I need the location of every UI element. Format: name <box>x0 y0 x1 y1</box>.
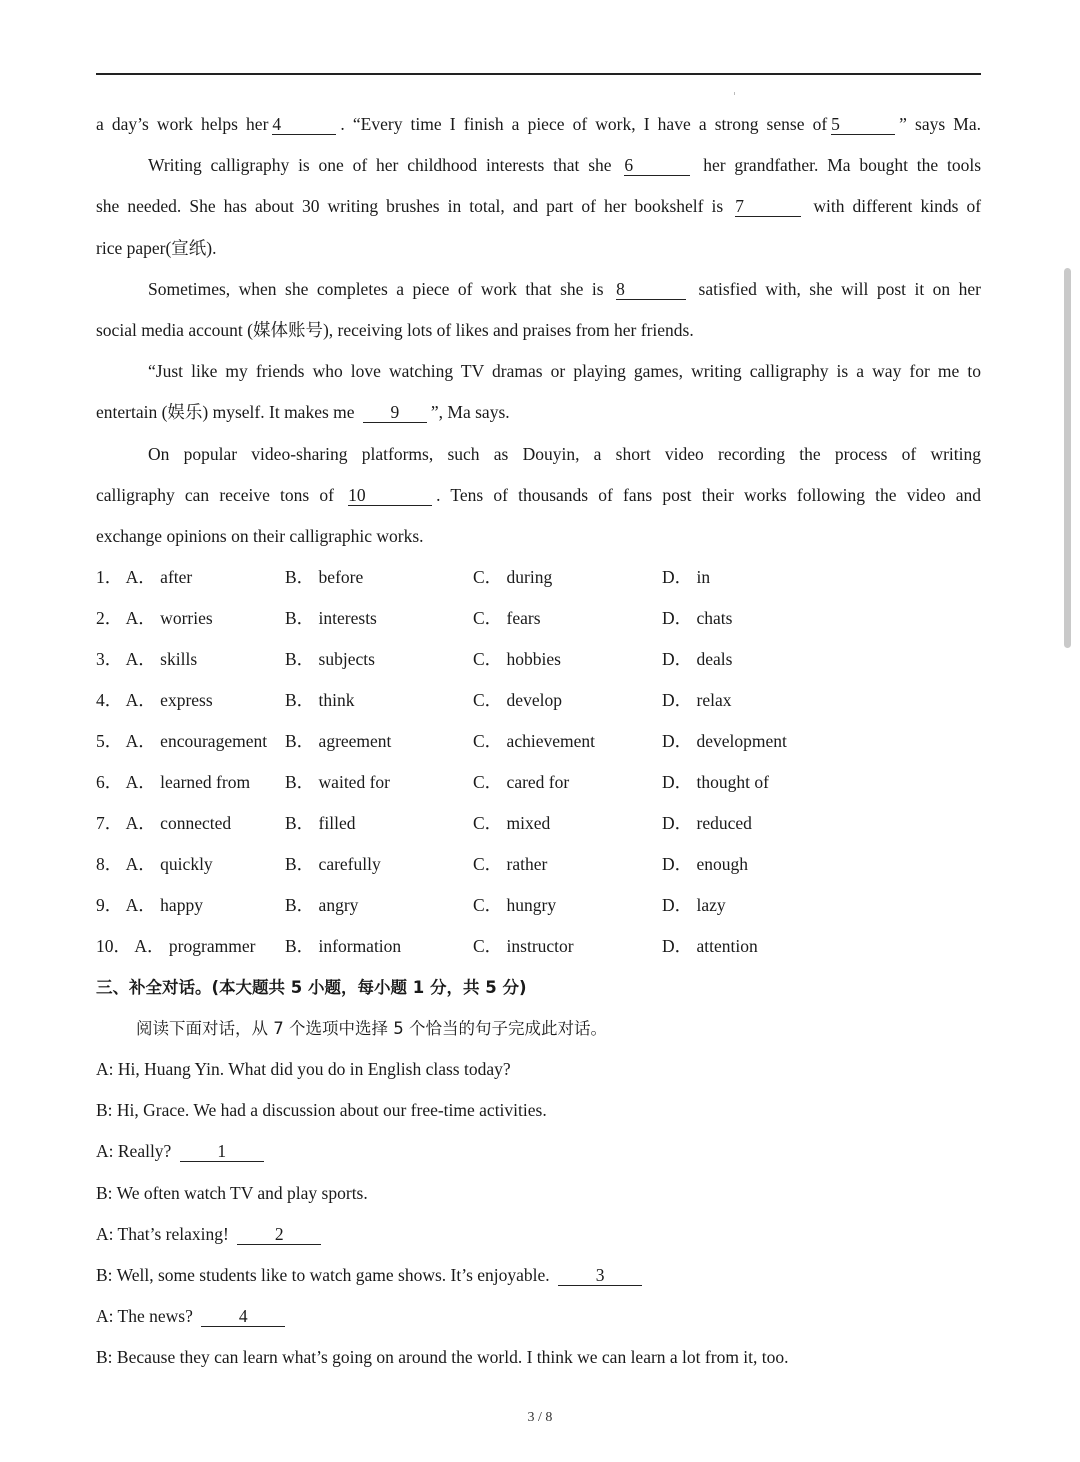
scrollbar[interactable] <box>1064 268 1071 648</box>
dialogue-line: A: Really? 1 <box>96 1131 981 1172</box>
option-row <box>96 721 981 762</box>
blank-6[interactable]: 6 <box>624 155 690 176</box>
passage-line-4: rice paper(宣纸). <box>96 237 217 258</box>
option-a[interactable]: 6． A． learned from <box>96 772 251 793</box>
dialogue-blank-3[interactable]: 3 <box>558 1265 642 1286</box>
option-d[interactable]: D． enough <box>662 854 749 875</box>
passage-line-7: “Just like my friends who love watching TV dramas or playing games, writing calligraphy is a way for me to <box>148 361 981 382</box>
passage-line-6: social media account (媒体账号), receiving lots of likes and praises from her friends. <box>96 319 694 340</box>
option-c[interactable]: C． hungry <box>473 895 557 916</box>
page-number: 3 / 8 <box>527 1410 553 1425</box>
option-c[interactable]: C． achievement <box>473 731 595 752</box>
option-a[interactable]: 8． A． quickly <box>96 854 213 875</box>
option-b[interactable]: B． carefully <box>285 854 381 875</box>
option-d[interactable]: D． relax <box>662 690 732 711</box>
option-c[interactable]: C． rather <box>473 854 548 875</box>
option-a[interactable]: 3． A． skills <box>96 649 198 670</box>
dialogue-line: B: Hi, Grace. We had a discussion about our free-time activities. <box>96 1100 547 1121</box>
option-d[interactable]: D． attention <box>662 936 758 957</box>
option-c[interactable]: C． hobbies <box>473 649 561 670</box>
option-b[interactable]: B． angry <box>285 895 359 916</box>
option-d[interactable]: D． reduced <box>662 813 752 834</box>
option-b[interactable]: B． subjects <box>285 649 375 670</box>
section-heading: 三、补全对话。(本大题共 5 小题，每小题 1 分，共 5 分) <box>96 978 527 998</box>
option-d[interactable]: D． development <box>662 731 787 752</box>
passage-line-3: she needed. She has about 30 writing brushes in total, and part of her bookshelf is 7 with different kinds of <box>96 196 982 217</box>
scan-speck <box>734 92 735 95</box>
dialogue-line: B: Because they can learn what’s going on around the world. I think we can learn a lot from it, too. <box>96 1347 789 1368</box>
option-c[interactable]: C． mixed <box>473 813 551 834</box>
option-a[interactable]: 4． A． express <box>96 690 213 711</box>
option-b[interactable]: B． think <box>285 690 355 711</box>
option-d[interactable]: D． lazy <box>662 895 726 916</box>
blank-7[interactable]: 7 <box>735 196 801 217</box>
dialogue-line: B: We often watch TV and play sports. <box>96 1182 368 1203</box>
answer-options <box>96 557 981 967</box>
option-b[interactable]: B． before <box>285 567 364 588</box>
dialogue-blank-1[interactable]: 1 <box>180 1141 264 1162</box>
passage-line-1: a day’s work helps her 4 . “Every time I finish a piece of work, I have a strong sense of 5 ” says Ma. <box>96 114 981 134</box>
option-d[interactable]: D． in <box>662 567 711 588</box>
dialogue-blank-4[interactable]: 4 <box>201 1306 285 1327</box>
dialogue-line: B: Well, some students like to watch game shows. It’s enjoyable. 3 <box>96 1255 981 1296</box>
option-d[interactable]: D． chats <box>662 608 733 629</box>
option-row <box>96 680 981 721</box>
blank-8[interactable]: 8 <box>616 279 686 300</box>
option-row <box>96 844 981 885</box>
option-c[interactable]: C． during <box>473 567 553 588</box>
dialogue-blank-2[interactable]: 2 <box>237 1224 321 1245</box>
page-content <box>96 104 981 1379</box>
dialogue-line: A: The news? 4 <box>96 1296 981 1337</box>
section-instruction: 阅读下面对话，从 7 个选项中选择 5 个恰当的句子完成此对话。 <box>136 1019 607 1039</box>
option-row <box>96 803 981 844</box>
option-row <box>96 926 981 967</box>
option-row <box>96 639 981 680</box>
option-a[interactable]: 10． A． programmer <box>96 936 256 957</box>
passage-line-11: exchange opinions on their calligraphic works. <box>96 525 424 546</box>
option-a[interactable]: 7． A． connected <box>96 813 232 834</box>
passage-line-5: Sometimes, when she completes a piece of work that she is 8 satisfied with, she will post it on her <box>148 278 981 299</box>
option-b[interactable]: B． filled <box>285 813 356 834</box>
passage-line-10: calligraphy can receive tons of 10 . Tens of thousands of fans post their works following the video and <box>96 484 982 505</box>
option-d[interactable]: D． deals <box>662 649 733 670</box>
option-a[interactable]: 9． A． happy <box>96 895 203 916</box>
header-rule <box>96 73 981 75</box>
option-row <box>96 557 981 598</box>
passage-line-9: On popular video-sharing platforms, such as Douyin, a short video recording the process of writing <box>148 443 981 464</box>
option-d[interactable]: D． thought of <box>662 772 769 793</box>
option-c[interactable]: C． fears <box>473 608 541 629</box>
blank-9[interactable]: 9 <box>363 402 427 423</box>
blank-5[interactable]: 5 <box>831 114 895 135</box>
option-row <box>96 885 981 926</box>
option-a[interactable]: 2． A． worries <box>96 608 213 629</box>
dialogue-line: A: Hi, Huang Yin. What did you do in English class today? <box>96 1059 511 1080</box>
blank-10[interactable]: 10 <box>348 485 432 506</box>
option-b[interactable]: B． interests <box>285 608 377 629</box>
option-a[interactable]: 1． A． after <box>96 567 193 588</box>
option-b[interactable]: B． agreement <box>285 731 392 752</box>
passage-line-8: entertain (娱乐) myself. It makes me 9 ”, Ma says. <box>96 402 510 423</box>
passage-line-2: Writing calligraphy is one of her childhood interests that she 6 her grandfather. Ma bought the tools <box>148 155 982 176</box>
option-row <box>96 762 981 803</box>
option-c[interactable]: C． instructor <box>473 936 574 957</box>
option-row <box>96 598 981 639</box>
blank-4[interactable]: 4 <box>272 114 336 135</box>
option-c[interactable]: C． develop <box>473 690 562 711</box>
option-c[interactable]: C． cared for <box>473 772 570 793</box>
option-b[interactable]: B． information <box>285 936 402 957</box>
dialogue-line: A: That’s relaxing! 2 <box>96 1214 981 1255</box>
option-b[interactable]: B． waited for <box>285 772 390 793</box>
option-a[interactable]: 5． A． encouragement <box>96 731 268 752</box>
